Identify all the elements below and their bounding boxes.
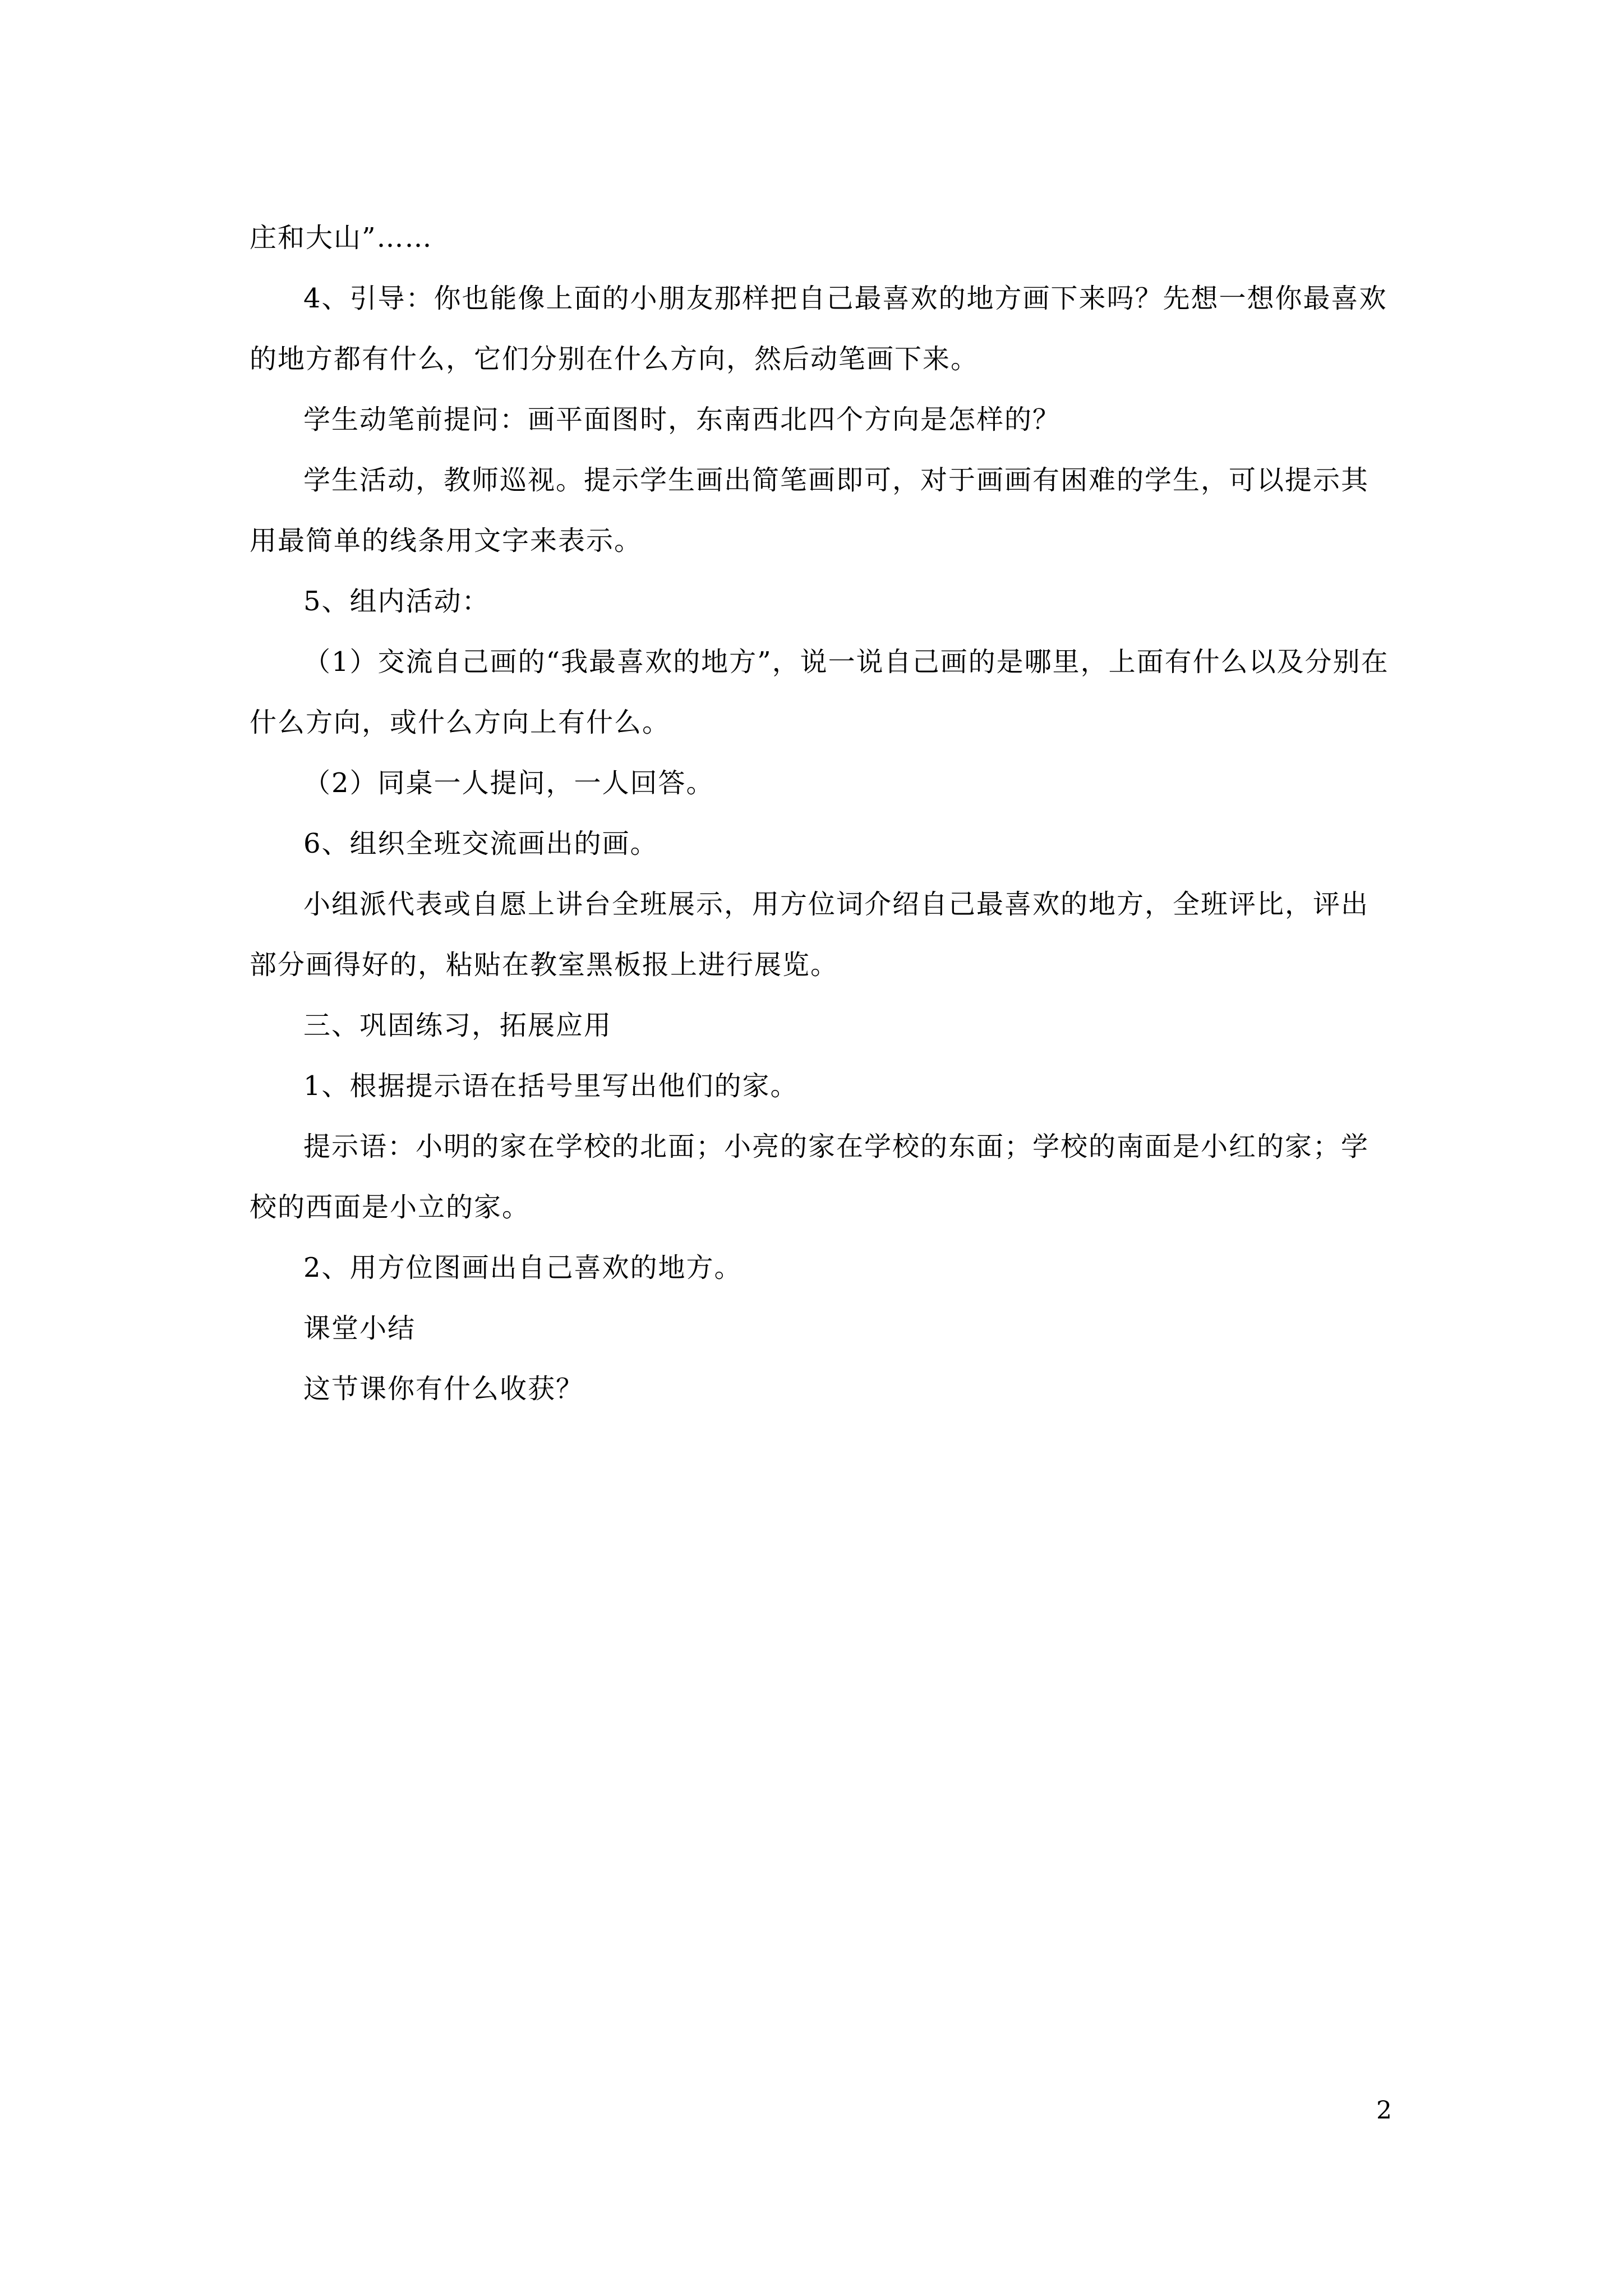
paragraph-step-4-guide: 4、引导：你也能像上面的小朋友那样把自己最喜欢的地方画下来吗？先想一想你最喜欢的地方都有什么，它们分别在什么方向，然后动笔画下来。 [250, 283, 1387, 375]
paragraph-exercise-1: 1、根据提示语在括号里写出他们的家。 [303, 1070, 799, 1102]
paragraph-pre-drawing-question: 学生动笔前提问：画平面图时，东南西北四个方向是怎样的？ [303, 404, 1061, 435]
paragraph-exercise-2: 2、用方位图画出自己喜欢的地方。 [303, 1252, 743, 1283]
paragraph-step-5-group-activity: 5、组内活动： [303, 586, 490, 617]
section-heading-summary: 课堂小结 [303, 1313, 416, 1344]
document-body [250, 208, 1391, 1419]
page-number: 2 [1376, 2096, 1392, 2125]
section-heading-practice: 三、巩固练习，拓展应用 [303, 1010, 612, 1041]
paragraph-group-presentation: 小组派代表或自愿上讲台全班展示，用方位词介绍自己最喜欢的地方，全班评比，评出部分画得好的，粘贴在教室黑板报上进行展览。 [250, 889, 1370, 981]
paragraph-student-activity: 学生活动，教师巡视。提示学生画出简笔画即可，对于画画有困难的学生，可以提示其用最简单的线条用文字来表示。 [250, 464, 1370, 556]
paragraph-group-item-2: （2）同桌一人提问，一人回答。 [303, 767, 714, 799]
paragraph-group-item-1: （1）交流自己画的“我最喜欢的地方”，说一说自己画的是哪里，上面有什么以及分别在什么方向，或什么方向上有什么。 [250, 646, 1389, 738]
paragraph-step-6-class-exchange: 6、组织全班交流画出的画。 [303, 828, 658, 859]
paragraph-hint: 提示语：小明的家在学校的北面；小亮的家在学校的东面；学校的南面是小红的家；学校的西面是小立的家。 [250, 1131, 1370, 1223]
paragraph-continuation: 庄和大山”…… [250, 222, 433, 254]
paragraph-summary-question: 这节课你有什么收获？ [303, 1373, 584, 1405]
